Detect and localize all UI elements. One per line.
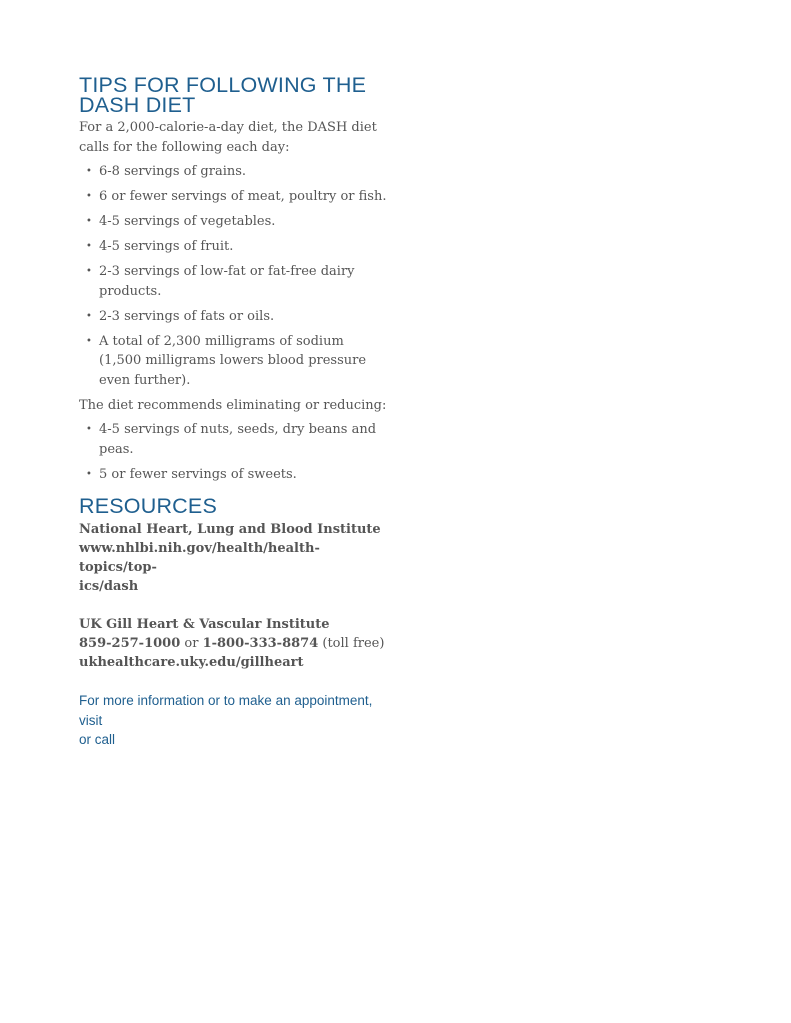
list-item: • 6-8 servings of grains. bbox=[79, 162, 389, 182]
bullet-icon: • bbox=[86, 335, 92, 347]
bullet-icon: • bbox=[86, 266, 92, 277]
list-item: • 2-3 servings of fats or oils. bbox=[79, 307, 389, 327]
tips-heading-line1: TIPS FOR FOLLOWING THE bbox=[79, 73, 367, 97]
tips-heading bbox=[79, 75, 389, 115]
list-item: • 4-5 servings of fruit. bbox=[79, 237, 389, 257]
cta-line1: For more information or to make an appointment, bbox=[79, 693, 373, 708]
nhlbi-url-line2[interactable]: ics/dash bbox=[79, 579, 139, 594]
bullet-icon: • bbox=[86, 191, 92, 202]
bullet-icon: • bbox=[86, 216, 92, 227]
bullet-icon: • bbox=[86, 424, 92, 435]
nhlbi-name: National Heart, Lung and Blood Institute bbox=[79, 522, 381, 537]
bullet-icon: • bbox=[86, 310, 92, 322]
tips-heading-line2: DASH DIET bbox=[79, 93, 196, 117]
uk-gill-url[interactable]: ukhealthcare.uky.edu/gillheart bbox=[79, 655, 304, 670]
uk-gill-resource bbox=[79, 615, 389, 672]
list-item: • 2-3 servings of low-fat or fat-free dairy products. bbox=[86, 264, 355, 299]
appointment-cta bbox=[79, 691, 389, 750]
bullet-icon: • bbox=[86, 468, 92, 480]
bullet-icon: • bbox=[86, 241, 92, 252]
cta-line3: or call bbox=[79, 732, 116, 747]
resources-heading: RESOURCES bbox=[79, 494, 217, 518]
reduce-intro: The diet recommends eliminating or reducing: bbox=[79, 397, 387, 413]
uk-gill-phones bbox=[79, 634, 389, 653]
phone-toll-free[interactable]: 1-800-333-8874 bbox=[202, 636, 319, 651]
list-item: • 6 or fewer servings of meat, poultry or fish. bbox=[79, 187, 389, 207]
or-text: or bbox=[180, 636, 203, 651]
cta-line2: visit bbox=[79, 712, 103, 728]
list-item: • A total of 2,300 milligrams of sodium (1,500 milligrams lowers blood pressure even further). bbox=[86, 333, 367, 388]
reduce-list bbox=[79, 420, 389, 484]
toll-free-label: (toll free) bbox=[318, 636, 385, 651]
document-page bbox=[79, 75, 389, 750]
bullet-icon: • bbox=[86, 166, 92, 177]
uk-gill-name: UK Gill Heart & Vascular Institute bbox=[79, 617, 330, 632]
phone-local[interactable]: 859-257-1000 bbox=[79, 636, 181, 651]
list-item: • 4-5 servings of vegetables. bbox=[79, 212, 389, 232]
daily-servings-list bbox=[79, 162, 389, 390]
spacer bbox=[79, 596, 389, 615]
nhlbi-resource bbox=[79, 520, 389, 596]
nhlbi-url-line1[interactable]: www.nhlbi.nih.gov/health/health-topics/top- bbox=[79, 541, 320, 575]
list-item: • 4-5 servings of nuts, seeds, dry beans and peas. bbox=[86, 422, 377, 457]
list-item: • 5 or fewer servings of sweets. bbox=[79, 465, 389, 485]
tips-intro: For a 2,000-calorie-a-day diet, the DASH diet calls for the following each day: bbox=[79, 120, 377, 155]
